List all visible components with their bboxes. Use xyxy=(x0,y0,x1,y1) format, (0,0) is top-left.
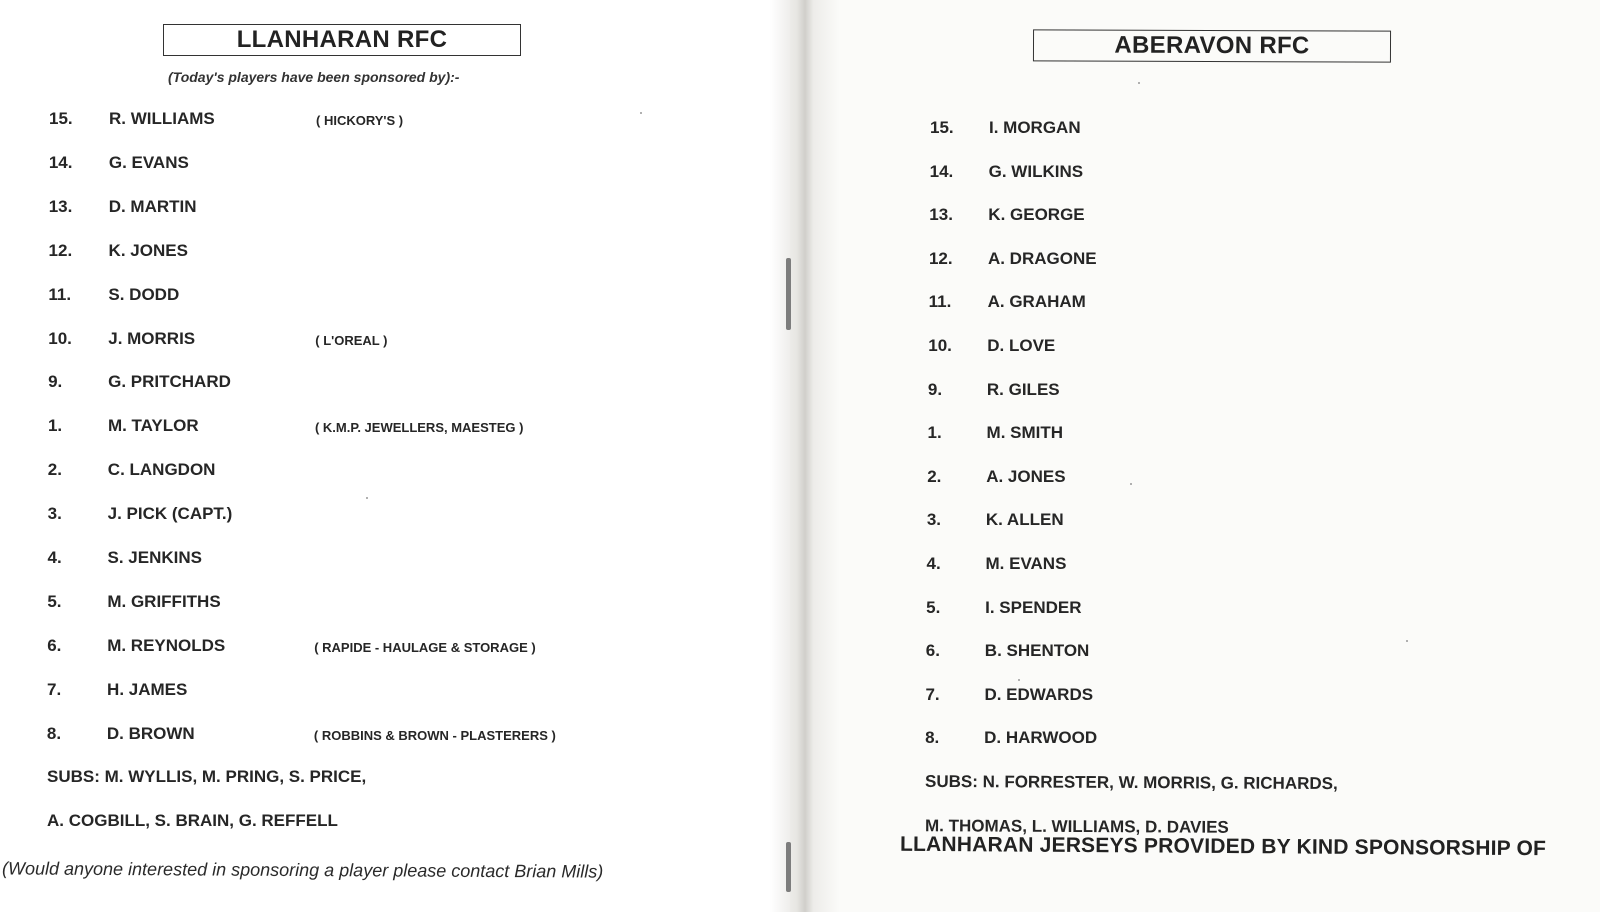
player-name: K. GEORGE xyxy=(988,205,1085,225)
player-name: S. JENKINS xyxy=(107,548,202,567)
player-row xyxy=(48,460,608,486)
jersey-number: 11. xyxy=(48,284,72,304)
sponsorship-contact-note: (Would anyone interested in sponsoring a player please contact Brian Mills) xyxy=(1,858,604,882)
jersey-number: 6. xyxy=(47,635,62,655)
player-row xyxy=(925,728,1485,754)
player-row xyxy=(47,680,607,706)
jersey-number: 1. xyxy=(927,423,942,443)
player-name: M. GRIFFITHS xyxy=(107,591,221,611)
jersey-number: 13. xyxy=(48,196,73,216)
player-row xyxy=(927,554,1487,580)
player-row xyxy=(47,724,607,750)
player-row xyxy=(49,241,609,267)
player-name: M. TAYLOR xyxy=(107,416,199,436)
player-sponsor: ( L'OREAL ) xyxy=(315,332,388,348)
player-name: K. JONES xyxy=(108,240,188,260)
jersey-number: 14. xyxy=(48,152,73,172)
speck xyxy=(640,112,642,114)
player-row xyxy=(927,510,1487,536)
jersey-sponsorship-note: LLANHARAN JERSEYS PROVIDED BY KIND SPONSORSHIP OF xyxy=(899,832,1547,861)
speck xyxy=(366,497,368,499)
player-name: S. DODD xyxy=(108,284,180,304)
speck xyxy=(1018,679,1020,681)
jersey-number: 15. xyxy=(930,118,954,137)
player-name: M. SMITH xyxy=(986,423,1064,443)
player-name: G. EVANS xyxy=(108,152,189,172)
jersey-number: 5. xyxy=(926,597,941,617)
jersey-number: 2. xyxy=(47,460,62,480)
player-row xyxy=(48,372,608,398)
home-subs-line-2: A. COGBILL, S. BRAIN, G. REFFELL xyxy=(47,811,338,830)
home-subs-line-1: SUBS: M. WYLLIS, M. PRING, S. PRICE, xyxy=(47,767,367,786)
player-sponsor: ( K.M.P. JEWELLERS, MAESTEG ) xyxy=(314,420,524,436)
jersey-number: 2. xyxy=(927,466,942,486)
player-name: H. JAMES xyxy=(107,679,188,699)
away-subs-line-2: M. THOMAS, L. WILLIAMS, D. DAVIES xyxy=(924,816,1229,837)
player-row xyxy=(928,423,1488,449)
jersey-number: 9. xyxy=(48,372,63,392)
staple-top xyxy=(786,258,791,330)
jersey-number: 14. xyxy=(929,161,954,181)
player-name: A. GRAHAM xyxy=(987,292,1086,312)
player-row xyxy=(929,249,1489,275)
jersey-number: 1. xyxy=(47,416,63,436)
jersey-number: 12. xyxy=(48,240,73,260)
player-name: M. REYNOLDS xyxy=(107,635,226,655)
player-name: R. GILES xyxy=(986,379,1060,399)
player-name: I. SPENDER xyxy=(985,597,1082,617)
staple-bottom xyxy=(786,842,791,892)
player-row xyxy=(48,285,608,311)
player-name: D. BROWN xyxy=(106,723,195,743)
player-row xyxy=(926,641,1486,667)
jersey-number: 8. xyxy=(46,723,62,743)
jersey-number: 7. xyxy=(47,679,62,699)
player-row xyxy=(928,336,1488,362)
player-name: D. EDWARDS xyxy=(984,684,1094,704)
away-team-title: ABERAVON RFC xyxy=(1033,29,1391,62)
player-row xyxy=(49,153,609,179)
away-subs-line-1: SUBS: N. FORRESTER, W. MORRIS, G. RICHARDS, xyxy=(924,771,1338,794)
player-row xyxy=(926,598,1486,624)
player-row xyxy=(48,329,608,355)
player-name: J. PICK (CAPT.) xyxy=(107,504,233,524)
speck xyxy=(1130,483,1132,485)
player-name: D. MARTIN xyxy=(108,196,197,216)
player-name: C. LANGDON xyxy=(107,460,216,480)
jersey-number: 7. xyxy=(925,684,940,704)
jersey-number: 6. xyxy=(925,641,940,661)
player-row xyxy=(49,109,609,135)
player-row xyxy=(929,292,1489,318)
jersey-number: 13. xyxy=(929,205,953,225)
player-name: I. MORGAN xyxy=(989,118,1081,137)
player-sponsor: ( RAPIDE - HAULAGE & STORAGE ) xyxy=(314,639,536,655)
player-row xyxy=(927,467,1487,493)
jersey-number: 10. xyxy=(928,336,952,355)
player-row xyxy=(49,197,609,223)
jersey-number: 3. xyxy=(47,504,62,524)
player-name: M. EVANS xyxy=(985,554,1067,573)
player-sponsor: ( HICKORY'S ) xyxy=(316,113,404,128)
player-name: R. WILLIAMS xyxy=(109,109,215,128)
player-row xyxy=(48,548,608,574)
player-name: G. PRITCHARD xyxy=(108,372,231,392)
player-row xyxy=(48,504,608,530)
jersey-number: 3. xyxy=(926,510,942,530)
player-row xyxy=(47,636,607,662)
player-name: A. JONES xyxy=(986,466,1066,486)
jersey-number: 12. xyxy=(928,248,953,268)
speck xyxy=(1406,640,1408,642)
jersey-number: 8. xyxy=(925,728,940,748)
jersey-number: 10. xyxy=(48,328,72,348)
player-name: D. HARWOOD xyxy=(984,728,1098,748)
jersey-number: 15. xyxy=(49,109,73,128)
player-name: K. ALLEN xyxy=(985,510,1064,530)
book-spine xyxy=(770,0,840,912)
jersey-number: 4. xyxy=(47,548,62,567)
player-row xyxy=(928,380,1488,406)
player-name: G. WILKINS xyxy=(988,161,1084,181)
player-name: B. SHENTON xyxy=(984,641,1090,661)
player-row xyxy=(930,118,1490,144)
player-row xyxy=(47,592,607,618)
sponsor-note: (Today's players have been sponsored by):- xyxy=(168,69,460,85)
home-team-title: LLANHARAN RFC xyxy=(163,24,521,56)
player-row xyxy=(925,685,1485,711)
player-row xyxy=(930,162,1490,188)
player-name: D. LOVE xyxy=(987,336,1056,355)
jersey-number: 4. xyxy=(926,554,941,573)
player-name: A. DRAGONE xyxy=(987,248,1097,268)
player-row xyxy=(929,205,1489,231)
jersey-number: 5. xyxy=(47,591,62,611)
player-sponsor: ( ROBBINS & BROWN - PLASTERERS ) xyxy=(313,727,556,743)
jersey-number: 9. xyxy=(927,379,943,399)
player-row xyxy=(48,416,608,442)
player-name: J. MORRIS xyxy=(108,328,196,348)
jersey-number: 11. xyxy=(928,292,952,312)
speck xyxy=(1138,82,1140,84)
